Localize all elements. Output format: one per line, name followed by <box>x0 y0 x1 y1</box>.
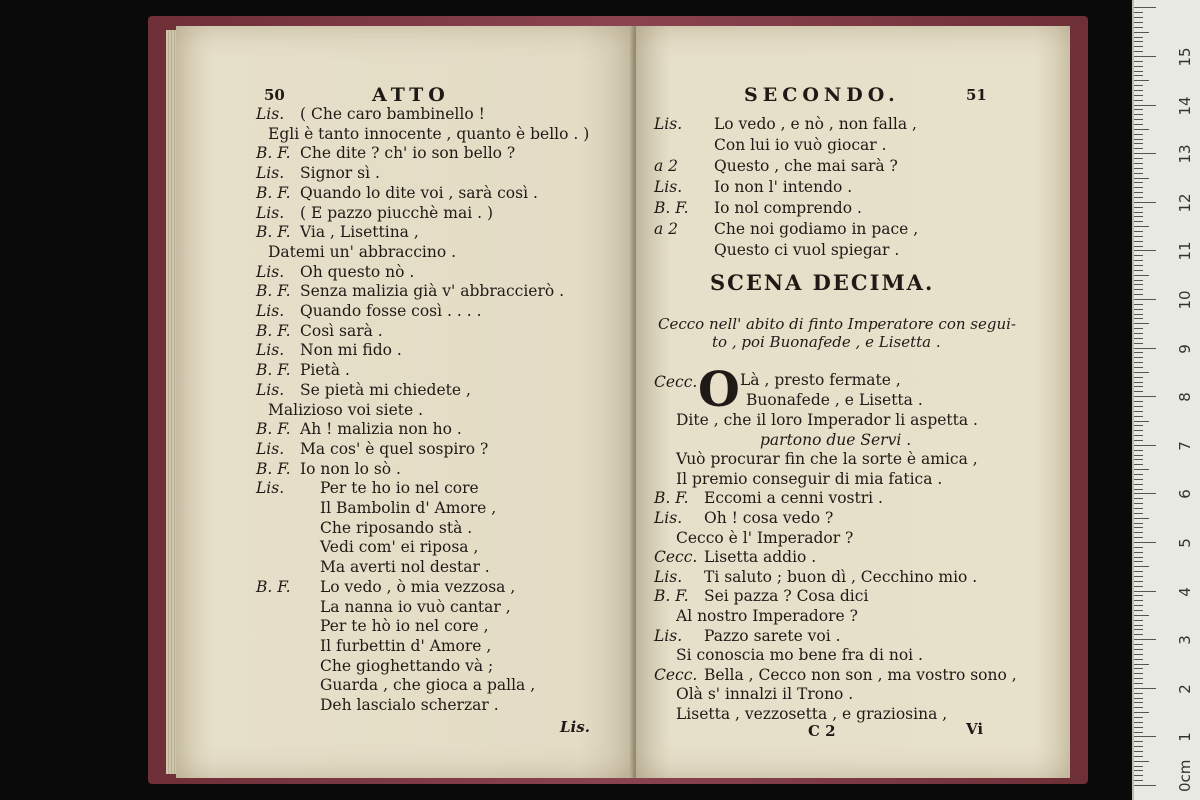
speaker-label: B. F. <box>256 183 291 202</box>
ruler-tick <box>1134 557 1143 558</box>
ruler-tick <box>1134 90 1143 91</box>
ruler-tick <box>1134 12 1143 13</box>
ruler-tick <box>1134 100 1143 101</box>
ruler-tick <box>1134 333 1143 334</box>
ruler-tick <box>1134 143 1143 144</box>
text-line: Senza malizia già v' abbraccierò . <box>300 282 565 301</box>
speaker-label: Lis. <box>256 302 285 320</box>
ruler-tick <box>1134 80 1149 81</box>
ruler-tick <box>1134 289 1143 290</box>
text-line: Pietà . <box>300 361 350 380</box>
speaker-label: a 2 <box>654 157 679 175</box>
speaker-label: B. F. <box>256 282 291 301</box>
ruler-tick <box>1134 134 1143 135</box>
speaker-label: Lis. <box>256 479 285 498</box>
opening-line-2: Buonafede , e Lisetta . <box>746 391 923 409</box>
ruler-tick <box>1134 566 1149 567</box>
ruler-tick <box>1134 440 1143 441</box>
text-line: partono due Servi . <box>760 430 912 449</box>
text-line: Ti saluto ; buon dì , Cecchino mio . <box>704 567 978 586</box>
ruler-tick <box>1134 693 1143 694</box>
ruler-tick <box>1134 498 1143 499</box>
ruler-tick <box>1134 105 1156 106</box>
ruler-tick <box>1134 435 1143 436</box>
ruler-tick <box>1134 173 1143 174</box>
speaker-label: B. F. <box>654 199 689 217</box>
text-line: Il furbettin d' Amore , <box>320 636 492 655</box>
ruler-tick <box>1134 343 1143 344</box>
ruler-tick <box>1134 357 1143 358</box>
speaker-label: B. F. <box>256 223 291 242</box>
speaker-label: Lis. <box>256 105 285 123</box>
ruler-tick <box>1134 625 1143 626</box>
text-line: Per te hò io nel core , <box>320 617 489 636</box>
ruler-tick <box>1134 411 1143 412</box>
ruler-tick <box>1134 304 1143 305</box>
ruler-tick <box>1134 552 1143 553</box>
text-line: Oh questo nò . <box>300 262 415 281</box>
ruler-tick <box>1134 207 1143 208</box>
ruler-tick <box>1134 119 1143 120</box>
text-line: Al nostro Imperadore ? <box>676 607 858 625</box>
text-line: Egli è tanto innocente , quanto è bello . ) <box>268 124 590 143</box>
ruler-tick <box>1134 109 1143 110</box>
ruler-tick <box>1134 338 1143 339</box>
ruler-number: 3 <box>1176 635 1194 645</box>
ruler-tick <box>1134 129 1149 130</box>
ruler-tick <box>1134 484 1143 485</box>
left-catchword: Lis. <box>560 718 590 736</box>
left-running-head: ATTO <box>372 84 450 106</box>
speaker-label: B. F. <box>256 459 291 478</box>
ruler-tick <box>1134 668 1143 669</box>
text-line: Ah ! malizia non ho . <box>300 420 462 439</box>
text-line: Questo , che mai sarà ? <box>714 157 898 175</box>
ruler-tick <box>1134 561 1143 562</box>
ruler-tick <box>1134 503 1143 504</box>
ruler-tick <box>1134 639 1156 640</box>
ruler-tick <box>1134 216 1143 217</box>
ruler-tick <box>1134 187 1143 188</box>
ruler-tick <box>1134 32 1149 33</box>
text-line: Il premio conseguir di mia fatica . <box>676 469 943 488</box>
ruler-number: 8 <box>1176 392 1194 402</box>
ruler-tick <box>1134 318 1143 319</box>
text-line: Malizioso voi siete . <box>268 400 424 419</box>
ruler-tick <box>1134 673 1143 674</box>
ruler-tick <box>1134 615 1149 616</box>
ruler-tick <box>1134 702 1143 703</box>
ruler-number: 7 <box>1176 441 1194 451</box>
text-line: Quando lo dite voi , sarà così . <box>300 183 538 202</box>
ruler-tick <box>1134 537 1143 538</box>
ruler-tick <box>1134 542 1156 543</box>
speaker-label: B. F. <box>654 587 689 606</box>
ruler-tick <box>1134 688 1156 689</box>
speaker-label: Lis. <box>654 567 683 586</box>
ruler-tick <box>1134 66 1143 67</box>
text-line: Il Bambolin d' Amore , <box>320 499 497 517</box>
speaker-label: B. F. <box>256 321 291 340</box>
ruler-tick <box>1134 634 1143 635</box>
speaker-label: Lis. <box>256 164 285 183</box>
ruler-tick <box>1134 761 1149 762</box>
text-line: Datemi un' abbraccino . <box>268 242 457 261</box>
ruler-tick <box>1134 756 1143 757</box>
text-line: Lo vedo , e nò , non falla , <box>714 115 917 133</box>
measurement-ruler <box>1132 0 1200 800</box>
ruler-tick <box>1134 362 1143 363</box>
signature-mark: C 2 <box>808 722 836 740</box>
ruler-tick <box>1134 275 1149 276</box>
ruler-tick <box>1134 581 1143 582</box>
ruler-tick <box>1134 7 1156 8</box>
ruler-tick <box>1134 513 1143 514</box>
ruler-tick <box>1134 455 1143 456</box>
ruler-tick <box>1134 727 1143 728</box>
ruler-tick <box>1134 51 1143 52</box>
ruler-tick <box>1134 746 1143 747</box>
text-line: La nanna io vuò cantar , <box>320 597 511 616</box>
ruler-tick <box>1134 367 1143 368</box>
ruler-tick <box>1134 328 1143 329</box>
ruler-tick <box>1134 323 1149 324</box>
ruler-tick <box>1134 775 1143 776</box>
ruler-tick <box>1134 114 1143 115</box>
ruler-tick <box>1134 683 1143 684</box>
ruler-tick <box>1134 265 1143 266</box>
ruler-tick <box>1134 236 1143 237</box>
ruler-tick <box>1134 416 1143 417</box>
text-line: Lo vedo , ò mia vezzosa , <box>320 577 516 596</box>
speaker-label: Lis. <box>256 341 285 360</box>
ruler-tick <box>1134 202 1156 203</box>
ruler-tick <box>1134 659 1143 660</box>
ruler-tick <box>1134 231 1143 232</box>
text-line: Se pietà mi chiedete , <box>300 380 471 399</box>
text-line: Ma averti nol destar . <box>320 558 490 577</box>
ruler-number: 11 <box>1176 241 1194 261</box>
speaker-label: Cecc. <box>654 373 698 391</box>
ruler-tick <box>1134 280 1143 281</box>
speaker-label: B. F. <box>256 144 291 163</box>
ruler-number: 15 <box>1176 47 1194 67</box>
text-line: Quando fosse così . . . . <box>300 302 482 320</box>
ruler-tick <box>1134 785 1156 786</box>
ruler-tick <box>1134 654 1143 655</box>
speaker-label: B. F. <box>256 361 291 380</box>
ruler-tick <box>1134 523 1143 524</box>
ruler-tick <box>1134 139 1143 140</box>
ruler-tick <box>1134 547 1143 548</box>
text-line: Oh ! cosa vedo ? <box>704 509 834 527</box>
right-catchword: Vi <box>966 720 984 738</box>
ruler-tick <box>1134 241 1143 242</box>
ruler-tick <box>1134 736 1156 737</box>
ruler-tick <box>1134 770 1143 771</box>
ruler-tick <box>1134 56 1156 57</box>
speaker-label: Lis. <box>654 626 683 645</box>
ruler-tick <box>1134 22 1143 23</box>
text-line: Eccomi a cenni vostri . <box>704 489 883 508</box>
ruler-tick <box>1134 246 1143 247</box>
ruler-tick <box>1134 600 1143 601</box>
text-line: Che riposando stà . <box>320 518 473 537</box>
ruler-tick <box>1134 751 1143 752</box>
ruler-tick <box>1134 620 1143 621</box>
text-line: Così sarà . <box>300 321 383 340</box>
ruler-tick <box>1134 153 1156 154</box>
ruler-tick <box>1134 41 1143 42</box>
ruler-tick <box>1134 61 1143 62</box>
opening-line-1: Là , presto fermate , <box>740 371 901 389</box>
ruler-number: 2 <box>1176 684 1194 694</box>
text-line: Lisetta , vezzosetta , e graziosina , <box>676 705 948 723</box>
ruler-tick <box>1134 479 1143 480</box>
ruler-number: 5 <box>1176 538 1194 548</box>
ruler-tick <box>1134 17 1143 18</box>
speaker-label: Lis. <box>256 262 285 281</box>
ruler-tick <box>1134 396 1156 397</box>
text-line: Che gioghettando và ; <box>320 656 494 675</box>
speaker-label: a 2 <box>654 220 679 238</box>
ruler-tick <box>1134 469 1149 470</box>
ruler-tick <box>1134 197 1143 198</box>
text-line: ( Che caro bambinello ! <box>300 105 485 123</box>
speaker-label: Lis. <box>256 380 285 399</box>
ruler-number: 6 <box>1176 489 1194 500</box>
ruler-tick <box>1134 348 1156 349</box>
left-page-number: 50 <box>264 86 285 104</box>
ruler-tick <box>1134 605 1143 606</box>
ruler-tick <box>1134 586 1143 587</box>
ruler-tick <box>1134 610 1143 611</box>
ruler-tick <box>1134 260 1143 261</box>
ruler-tick <box>1134 27 1143 28</box>
scene-title: SCENA DECIMA. <box>710 270 935 295</box>
ruler-tick <box>1134 406 1143 407</box>
ruler-number: 4 <box>1176 586 1194 597</box>
ruler-tick <box>1134 518 1149 519</box>
ruler-tick <box>1134 678 1143 679</box>
text-line: Cecco è l' Imperador ? <box>676 528 854 547</box>
ruler-tick <box>1134 474 1143 475</box>
speaker-label: Lis. <box>256 203 285 222</box>
ruler-tick <box>1134 664 1149 665</box>
ruler-tick <box>1134 71 1143 72</box>
ruler-tick <box>1134 532 1143 533</box>
ruler-number: 12 <box>1176 193 1194 213</box>
ruler-number: 10 <box>1176 290 1194 310</box>
ruler-tick <box>1134 314 1143 315</box>
ruler-tick <box>1134 717 1143 718</box>
ruler-tick <box>1134 309 1143 310</box>
ruler-tick <box>1134 158 1143 159</box>
ruler-tick <box>1134 527 1143 528</box>
ruler-tick <box>1134 294 1143 295</box>
ruler-tick <box>1134 649 1143 650</box>
ruler-tick <box>1134 382 1143 383</box>
speaker-label: B. F. <box>256 420 291 439</box>
text-line: Via , Lisettina , <box>300 223 419 242</box>
right-page-number: 51 <box>966 86 987 104</box>
text-line: Deh lascialo scherzar . <box>320 696 499 714</box>
ruler-tick <box>1134 124 1143 125</box>
left-page <box>176 26 634 778</box>
ruler-tick <box>1134 450 1143 451</box>
text-line: Vedi com' ei riposa , <box>320 538 479 557</box>
text-line: Io nol comprendo . <box>714 199 862 217</box>
speaker-label: Lis. <box>654 178 683 196</box>
text-line: Pazzo sarete voi . <box>704 626 841 645</box>
speaker-label: Lis. <box>256 439 285 458</box>
speaker-label: B. F. <box>256 577 291 596</box>
ruler-tick <box>1134 576 1143 577</box>
ruler-tick <box>1134 629 1143 630</box>
stage-direction-line-1: Cecco nell' abito di finto Imperatore con segui- <box>658 315 1016 333</box>
ruler-tick <box>1134 221 1143 222</box>
text-line: Questo ci vuol spiegar . <box>714 241 900 259</box>
ruler-tick <box>1134 722 1143 723</box>
text-line: Per te ho io nel core <box>320 479 479 498</box>
text-line: Ma cos' è quel sospiro ? <box>300 439 489 458</box>
text-line: Olà s' innalzi il Trono . <box>676 685 854 704</box>
ruler-number: 14 <box>1176 96 1194 116</box>
text-line: Che dite ? ch' io son bello ? <box>300 144 516 163</box>
ruler-tick <box>1134 148 1143 149</box>
ruler-tick <box>1134 46 1143 47</box>
speaker-label: Lis. <box>654 509 683 527</box>
ruler-tick <box>1134 401 1143 402</box>
ruler-tick <box>1134 386 1143 387</box>
ruler-tick <box>1134 421 1149 422</box>
ruler-tick <box>1134 591 1156 592</box>
speaker-label: Cecc. <box>654 665 698 684</box>
ruler-tick <box>1134 255 1143 256</box>
text-line: ( E pazzo piucchè mai . ) <box>300 203 494 222</box>
ruler-tick <box>1134 95 1143 96</box>
ruler-tick <box>1134 780 1143 781</box>
text-line: Bella , Cecco non son , ma vostro sono , <box>704 665 1017 684</box>
ruler-tick <box>1134 226 1149 227</box>
text-line: Guarda , che gioca a palla , <box>320 676 536 695</box>
ruler-tick <box>1134 372 1149 373</box>
text-line: Vuò procurar fin che la sorte è amica , <box>676 450 978 469</box>
speaker-label: Lis. <box>654 115 683 133</box>
ruler-unit-label: 0cm <box>1176 759 1194 792</box>
right-page <box>636 26 1070 778</box>
ruler-tick <box>1134 37 1143 38</box>
text-line: Con lui io vuò giocar . <box>714 136 887 154</box>
ruler-tick <box>1134 464 1143 465</box>
ruler-number: 9 <box>1176 343 1194 354</box>
ruler-tick <box>1134 493 1156 494</box>
ruler-tick <box>1134 644 1143 645</box>
ruler-tick <box>1134 163 1143 164</box>
stage-direction-line-2: to , poi Buonafede , e Lisetta . <box>712 333 941 351</box>
speaker-label: Cecc. <box>654 548 698 567</box>
text-line: Lisetta addio . <box>704 548 817 567</box>
ruler-tick <box>1134 182 1143 183</box>
drop-cap: O <box>698 362 740 418</box>
speaker-label: B. F. <box>654 489 689 508</box>
ruler-tick <box>1134 178 1149 179</box>
ruler-tick <box>1134 459 1143 460</box>
ruler-tick <box>1134 352 1143 353</box>
ruler-tick <box>1134 430 1143 431</box>
ruler-tick <box>1134 75 1143 76</box>
ruler-tick <box>1134 732 1143 733</box>
ruler-tick <box>1134 508 1143 509</box>
ruler-tick <box>1134 766 1143 767</box>
ruler-tick <box>1134 391 1143 392</box>
ruler-tick <box>1134 250 1156 251</box>
ruler-tick <box>1134 299 1156 300</box>
ruler-tick <box>1134 85 1143 86</box>
ruler-tick <box>1134 445 1156 446</box>
text-line: Sei pazza ? Cosa dici <box>704 587 869 606</box>
ruler-tick <box>1134 741 1143 742</box>
ruler-tick <box>1134 707 1143 708</box>
text-line: Si conoscia mo bene fra di noi . <box>676 646 923 665</box>
ruler-number: 13 <box>1176 144 1194 164</box>
ruler-tick <box>1134 595 1143 596</box>
ruler-tick <box>1134 489 1143 490</box>
ruler-tick <box>1134 712 1149 713</box>
ruler-tick <box>1134 212 1143 213</box>
right-running-head: SECONDO. <box>744 84 900 106</box>
ruler-tick <box>1134 698 1143 699</box>
text-line: Io non l' intendo . <box>714 178 853 196</box>
ruler-tick <box>1134 270 1143 271</box>
text-line: Che noi godiamo in pace , <box>714 220 919 238</box>
text-line: Io non lo sò . <box>300 459 401 478</box>
ruler-tick <box>1134 377 1143 378</box>
ruler-tick <box>1134 425 1143 426</box>
ruler-tick <box>1134 571 1143 572</box>
text-line: Signor sì . <box>300 164 380 183</box>
text-line: Dite , che il loro Imperador li aspetta . <box>676 411 978 429</box>
ruler-tick <box>1134 284 1143 285</box>
ruler-tick <box>1134 192 1143 193</box>
text-line: Non mi fido . <box>300 341 402 360</box>
ruler-number: 1 <box>1176 732 1194 743</box>
ruler-tick <box>1134 168 1143 169</box>
